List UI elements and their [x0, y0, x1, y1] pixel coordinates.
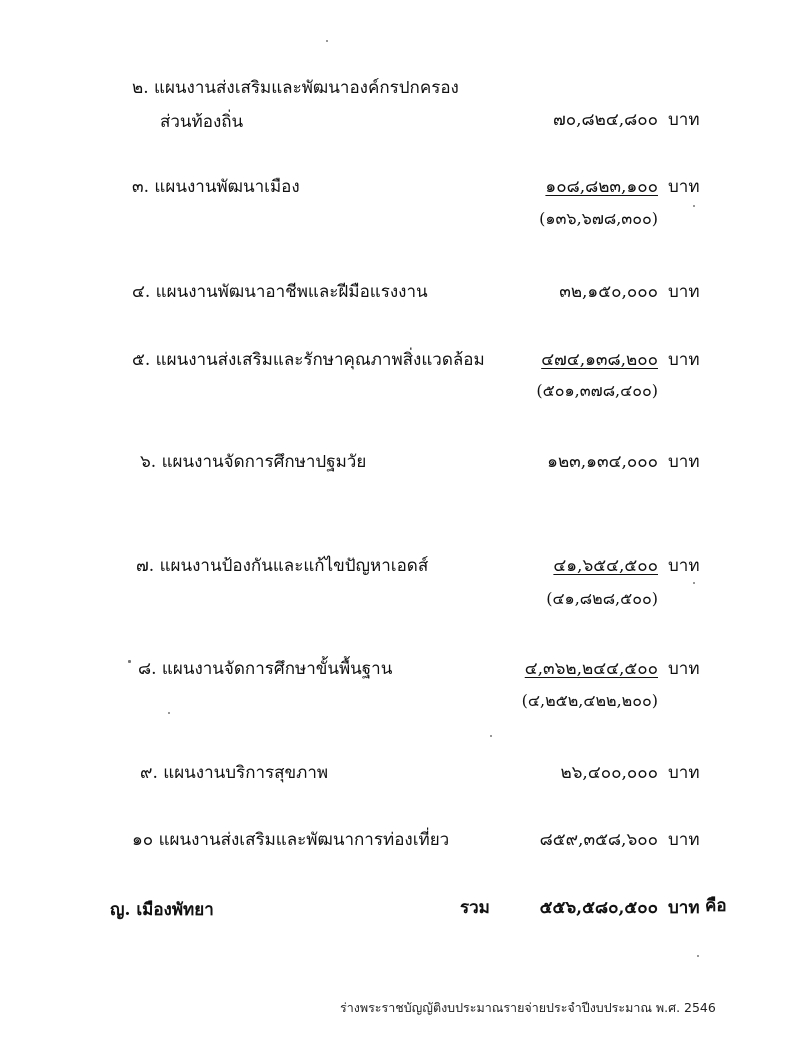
item-6-label: ๖. แผนงานจัดการศึกษาปฐมวัย: [140, 452, 367, 472]
total-unit: บาท: [668, 898, 700, 918]
item-6-amount: ๑๒๓,๑๓๔,๐๐๐: [547, 452, 658, 472]
scan-speck: [697, 955, 699, 957]
item-4-amount: ๓๒,๑๕๐,๐๐๐: [559, 282, 658, 302]
scan-speck: [326, 40, 328, 42]
scan-speck: [693, 205, 695, 207]
item-5-label: ๕. แผนงานส่งเสริมและรักษาคุณภาพสิ่งแวดล้อม: [132, 350, 485, 370]
item-9-unit: บาท: [668, 763, 700, 783]
item-2-unit: บาท: [668, 110, 700, 130]
item-8-unit: บาท: [668, 659, 700, 679]
item-9-label: ๙. แผนงานบริการสุขภาพ: [140, 763, 329, 783]
item-2-label-continued: ส่วนท้องถิ่น: [160, 112, 244, 132]
item-4-label: ๔. แผนงานพัฒนาอาชีพและฝีมือแรงงาน: [132, 282, 428, 302]
item-7-amount: ๔๑,๖๕๔,๕๐๐: [553, 556, 658, 576]
item-8-amount: ๔,๓๖๒,๒๔๔,๕๐๐: [524, 659, 658, 679]
section-heading-pattaya: ญ. เมืองพัทยา: [110, 900, 214, 920]
total-suffix: คือ: [705, 896, 727, 916]
scan-speck: [128, 660, 131, 663]
item-6-unit: บาท: [668, 452, 700, 472]
scan-speck: [168, 712, 170, 714]
item-2-amount: ๗๐,๘๒๔,๘๐๐: [552, 110, 658, 130]
item-5-amount: ๔๗๔,๑๓๘,๒๐๐: [541, 350, 658, 370]
total-sum-label: รวม: [460, 898, 490, 918]
item-3-amount: ๑๐๘,๘๒๓,๑๐๐: [545, 177, 658, 197]
item-10-amount: ๘๕๙,๓๕๘,๖๐๐: [539, 830, 658, 850]
page-footer: ร่างพระราชบัญญัติงบประมาณรายจ่ายประจำปีงบประมาณ พ.ศ. 2546: [340, 1000, 716, 1015]
item-3-label: ๓. แผนงานพัฒนาเมือง: [132, 177, 300, 197]
item-7-original-amount: (๔๑,๘๒๘,๕๐๐): [546, 589, 658, 608]
item-8-label: ๘. แผนงานจัดการศึกษาขั้นพื้นฐาน: [138, 659, 393, 679]
scan-speck: [693, 582, 695, 584]
item-4-unit: บาท: [668, 282, 700, 302]
item-5-unit: บาท: [668, 350, 700, 370]
item-5-original-amount: (๕๐๑,๓๗๘,๔๐๐): [536, 381, 658, 400]
item-3-original-amount: (๑๓๖,๖๗๘,๓๐๐): [539, 209, 658, 228]
total-amount: ๕๕๖,๕๘๐,๕๐๐: [539, 898, 658, 918]
item-10-label: ๑๐ แผนงานส่งเสริมและพัฒนาการท่องเที่ยว: [132, 830, 450, 850]
item-8-original-amount: (๔,๒๕๒,๔๒๒,๒๐๐): [521, 691, 658, 710]
item-10-unit: บาท: [668, 830, 700, 850]
scan-speck: [490, 735, 492, 737]
item-7-unit: บาท: [668, 556, 700, 576]
item-9-amount: ๒๖,๔๐๐,๐๐๐: [560, 763, 658, 783]
item-7-label: ๗. แผนงานป้องกันและแก้ไขปัญหาเอดส์: [136, 556, 429, 576]
item-2-label: ๒. แผนงานส่งเสริมและพัฒนาองค์กรปกครอง: [132, 78, 459, 98]
item-3-unit: บาท: [668, 177, 700, 197]
